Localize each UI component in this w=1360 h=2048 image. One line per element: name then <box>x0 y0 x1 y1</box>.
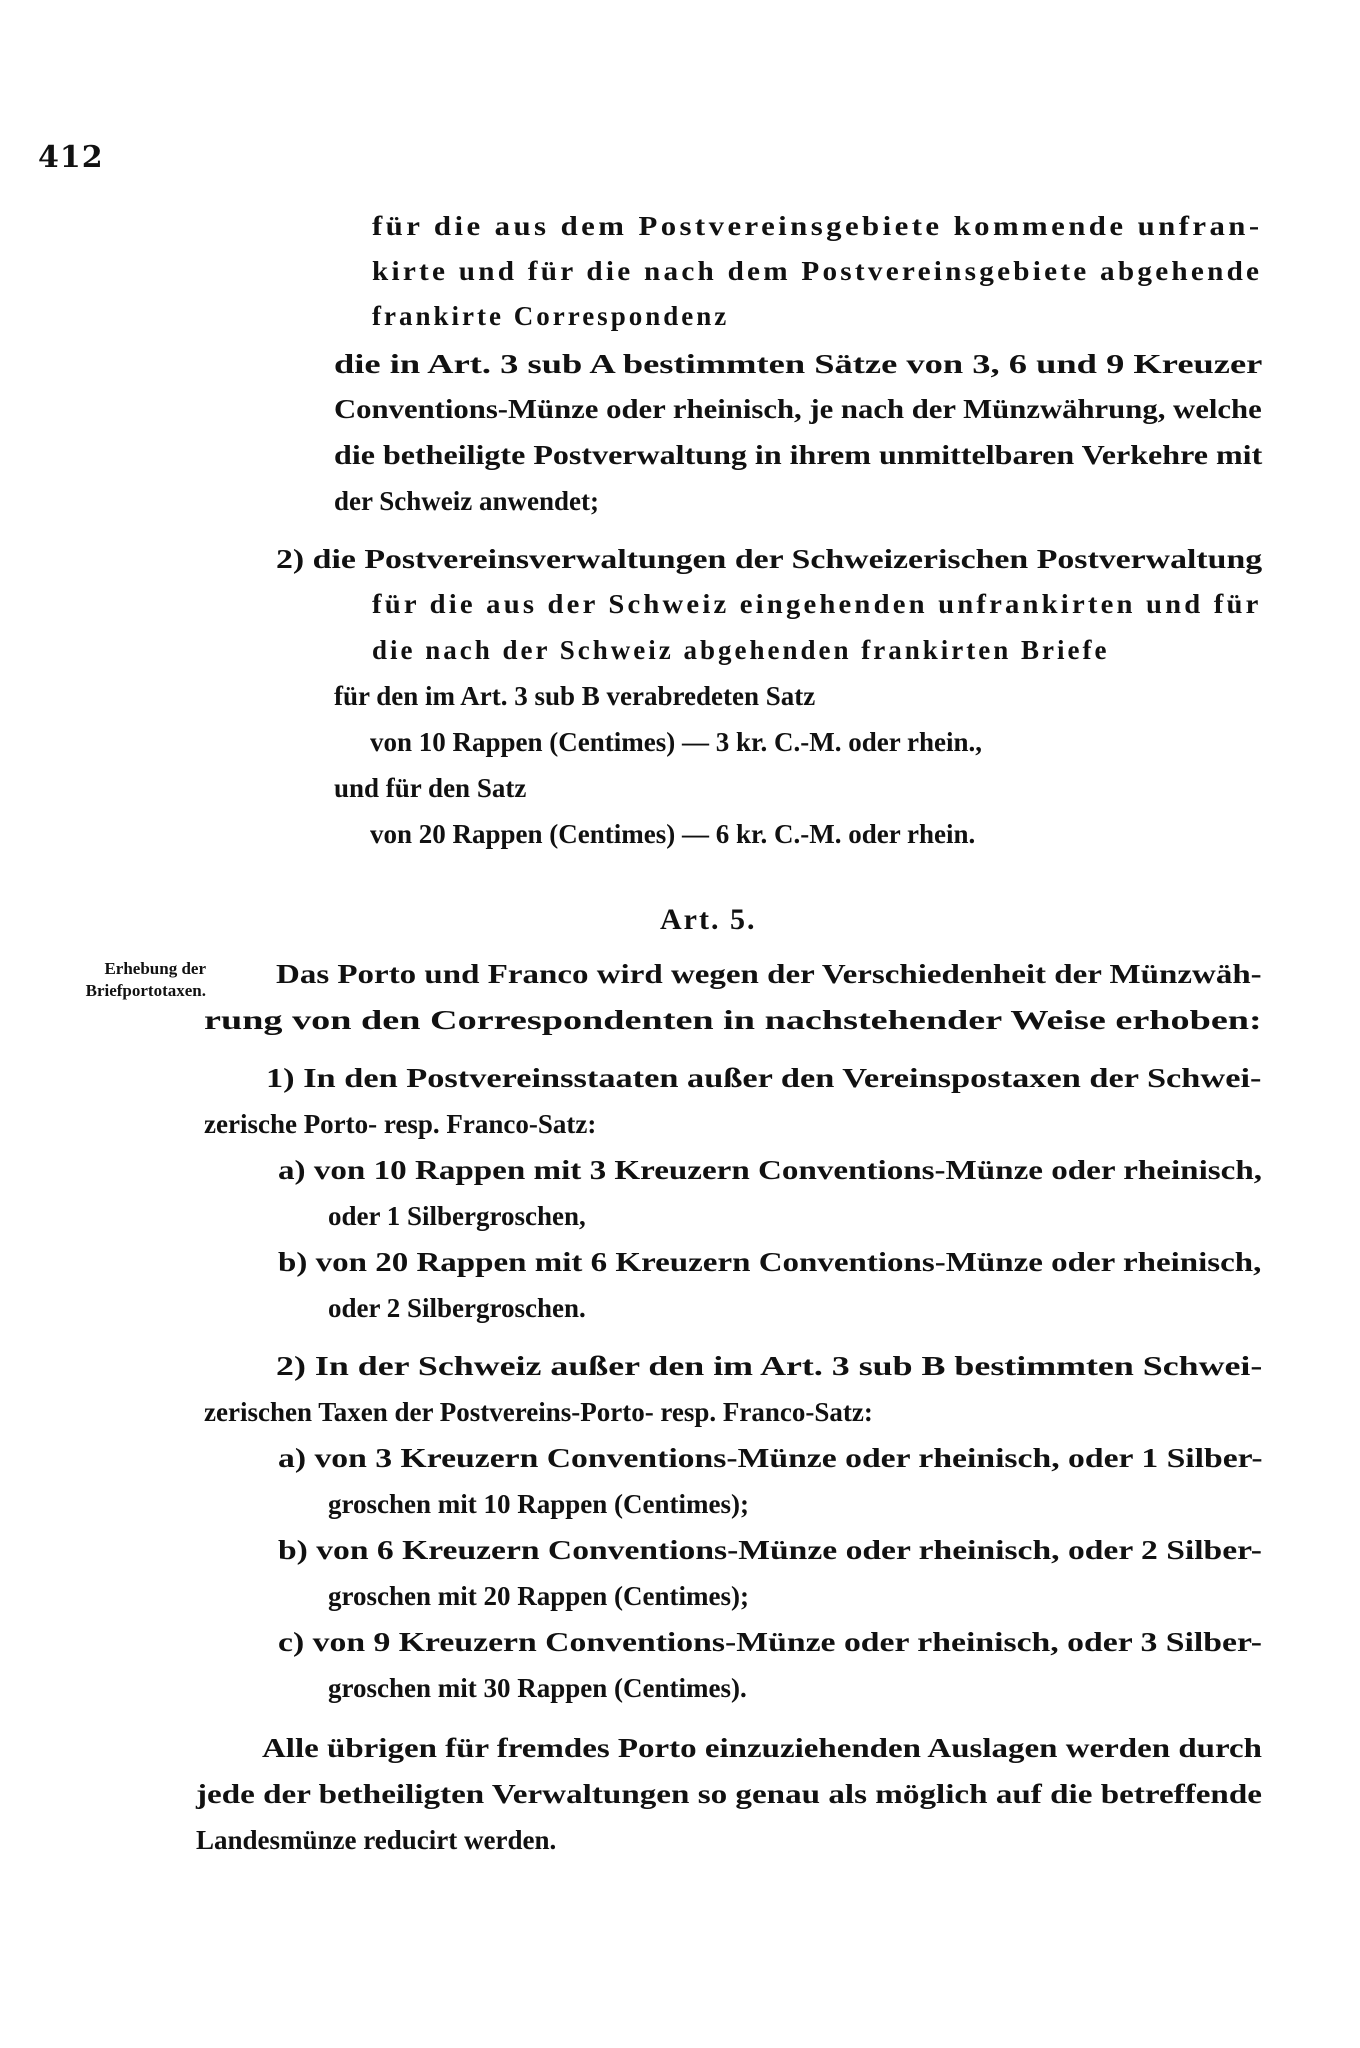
page-number: 412 <box>38 140 104 175</box>
text-line: von 20 Rappen (Centimes) — 6 kr. C.-M. oder rhein. <box>370 819 976 849</box>
text-line: oder 1 Silbergroschen, <box>328 1201 586 1231</box>
text-line: frankirte Correspondenz <box>372 301 730 331</box>
text-line: groschen mit 20 Rappen (Centimes); <box>328 1581 749 1611</box>
text-line: kirte und für die nach dem Postvereinsgebiete abgehende <box>372 256 1263 286</box>
text-line: oder 2 Silbergroschen. <box>328 1293 586 1323</box>
text-line: Das Porto und Franco wird wegen der Verschiedenheit der Münzwäh- <box>276 959 1262 989</box>
list-item-a: a) von 10 Rappen mit 3 Kreuzern Conventions-Münze oder rheinisch, <box>278 1155 1262 1185</box>
text-line: für die aus dem Postvereinsgebiete kommende unfran- <box>372 211 1263 241</box>
text-line: die betheiligte Postverwaltung in ihrem unmittelbaren Verkehre mit <box>334 440 1263 470</box>
margin-note-line: Briefportotaxen. <box>85 981 206 1000</box>
list-item-a: a) von 3 Kreuzern Conventions-Münze oder rheinisch, oder 1 Silber- <box>278 1443 1263 1473</box>
text-line: von 10 Rappen (Centimes) — 3 kr. C.-M. oder rhein., <box>370 727 982 757</box>
text-line: für die aus der Schweiz eingehenden unfrankirten und für <box>372 589 1262 619</box>
text-line: Alle übrigen für fremdes Porto einzuziehenden Auslagen werden durch <box>262 1733 1262 1763</box>
text-line: die nach der Schweiz abgehenden frankirten Briefe <box>372 635 1110 665</box>
text-line: Landesmünze reducirt werden. <box>196 1825 557 1855</box>
text-line: jede der betheiligten Verwaltungen so genau als möglich auf die betreffende <box>196 1779 1262 1809</box>
text-line: und für den Satz <box>334 773 527 803</box>
margin-note <box>6 958 206 1002</box>
text-line: groschen mit 30 Rappen (Centimes). <box>328 1673 747 1703</box>
list-item-1: 1) In den Postvereinsstaaten außer den Vereinspostaxen der Schwei- <box>266 1063 1262 1093</box>
text-line: zerische Porto- resp. Franco-Satz: <box>204 1109 597 1139</box>
article-heading: Art. 5. <box>660 903 757 936</box>
list-item-2: 2) In der Schweiz außer den im Art. 3 sub B bestimmten Schwei- <box>276 1351 1263 1381</box>
text-line: groschen mit 10 Rappen (Centimes); <box>328 1489 749 1519</box>
list-item-b: b) von 20 Rappen mit 6 Kreuzern Conventions-Münze oder rheinisch, <box>278 1247 1262 1277</box>
text-line: Conventions-Münze oder rheinisch, je nach der Münzwährung, welche <box>334 394 1262 424</box>
list-item-b: b) von 6 Kreuzern Conventions-Münze oder rheinisch, oder 2 Silber- <box>278 1535 1262 1565</box>
margin-note-line: Erhebung der <box>104 959 206 978</box>
text-line: die in Art. 3 sub A bestimmten Sätze von 3, 6 und 9 Kreuzer <box>334 349 1263 379</box>
list-item-c: c) von 9 Kreuzern Conventions-Münze oder rheinisch, oder 3 Silber- <box>278 1627 1262 1657</box>
text-line: für den im Art. 3 sub B verabredeten Satz <box>334 681 816 711</box>
text-line: der Schweiz anwendet; <box>334 486 599 516</box>
list-item-2: 2) die Postvereinsverwaltungen der Schweizerischen Postverwaltung <box>276 544 1263 574</box>
text-line: zerischen Taxen der Postvereins-Porto- resp. Franco-Satz: <box>204 1397 873 1427</box>
text-line: rung von den Correspondenten in nachstehender Weise erhoben: <box>204 1005 1262 1035</box>
